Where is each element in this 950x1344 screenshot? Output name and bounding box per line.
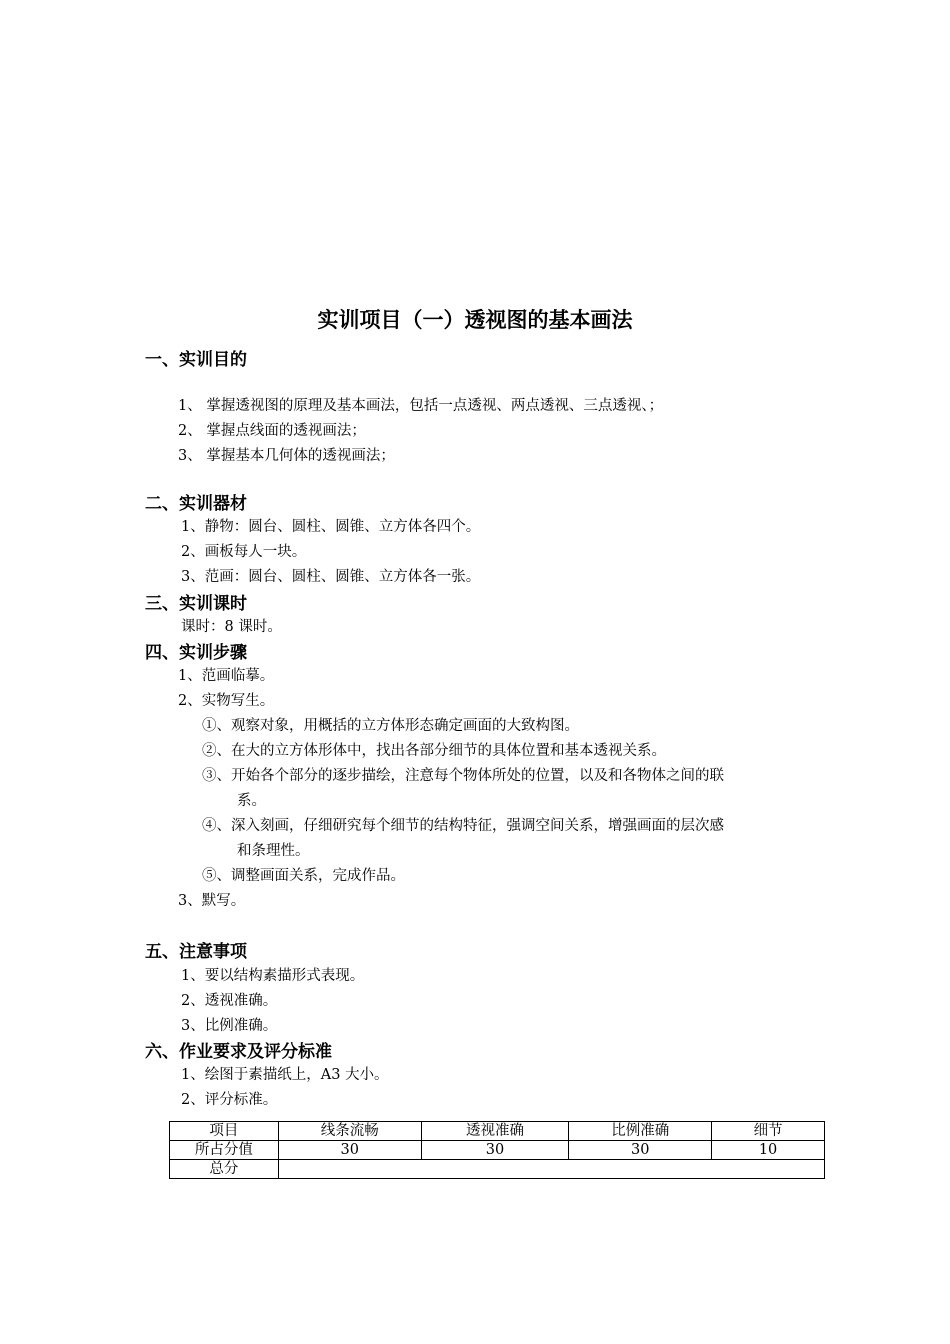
section-heading-steps: 四、实训步骤: [145, 643, 247, 663]
sub-item: ③、开始各个部分的逐步描绘，注意每个物体所处的位置，以及和各物体之间的联: [202, 768, 724, 784]
sub-item: ①、观察对象，用概括的立方体形态确定画面的大致构图。: [202, 718, 579, 734]
list-item: 2、透视准确。: [181, 993, 278, 1009]
table-cell: 比例准确: [569, 1122, 712, 1141]
table-cell: 透视准确: [421, 1122, 569, 1141]
list-item: 3、范画：圆台、圆柱、圆锥、立方体各一张。: [181, 569, 481, 585]
section-heading-requirements: 六、作业要求及评分标准: [145, 1042, 332, 1062]
table-cell: 30: [569, 1141, 712, 1160]
sub-item: ⑤、调整画面关系，完成作品。: [202, 868, 405, 884]
list-item: 2、评分标准。: [181, 1092, 278, 1108]
list-item: 3、默写。: [178, 893, 246, 909]
list-item: 1、要以结构素描形式表现。: [181, 968, 365, 984]
section-heading-equipment: 二、实训器材: [145, 494, 247, 514]
table-cell: 所占分值: [170, 1141, 279, 1160]
list-item: 1、静物：圆台、圆柱、圆锥、立方体各四个。: [181, 519, 481, 535]
table-row: [170, 1141, 825, 1160]
table-cell: 项目: [170, 1122, 279, 1141]
list-item: 1、范画临摹。: [178, 668, 275, 684]
table-cell-total-value: [278, 1160, 824, 1179]
list-item: 2、实物写生。: [178, 693, 275, 709]
list-item: 1、绘图于素描纸上，A3 大小。: [181, 1067, 389, 1083]
table-cell: 10: [712, 1141, 825, 1160]
sub-item-continuation: 和条理性。: [237, 843, 310, 859]
list-item: 3、 掌握基本几何体的透视画法；: [178, 448, 395, 464]
hours-text: 课时：8 课时。: [181, 619, 282, 635]
scoring-table: [169, 1121, 825, 1179]
list-item: 2、画板每人一块。: [181, 544, 307, 560]
section-heading-purpose: 一、实训目的: [145, 350, 247, 370]
list-item: 3、比例准确。: [181, 1018, 278, 1034]
table-cell: 30: [278, 1141, 421, 1160]
table-cell: 总分: [170, 1160, 279, 1179]
list-item: 2、 掌握点线面的透视画法；: [178, 423, 366, 439]
table-cell: 30: [421, 1141, 569, 1160]
table-row: [170, 1160, 825, 1179]
table-header-row: [170, 1122, 825, 1141]
sub-item: ④、深入刻画，仔细研究每个细节的结构特征，强调空间关系，增强画面的层次感: [202, 818, 724, 834]
section-heading-notes: 五、注意事项: [145, 942, 247, 962]
list-item: 1、 掌握透视图的原理及基本画法，包括一点透视、两点透视、三点透视、；: [178, 398, 664, 414]
table-cell: 细节: [712, 1122, 825, 1141]
sub-item-continuation: 系。: [237, 793, 266, 809]
section-heading-hours: 三、实训课时: [145, 594, 247, 614]
page-title: 实训项目（一）透视图的基本画法: [317, 308, 633, 332]
sub-item: ②、在大的立方体形体中，找出各部分细节的具体位置和基本透视关系。: [202, 743, 666, 759]
table-cell: 线条流畅: [278, 1122, 421, 1141]
